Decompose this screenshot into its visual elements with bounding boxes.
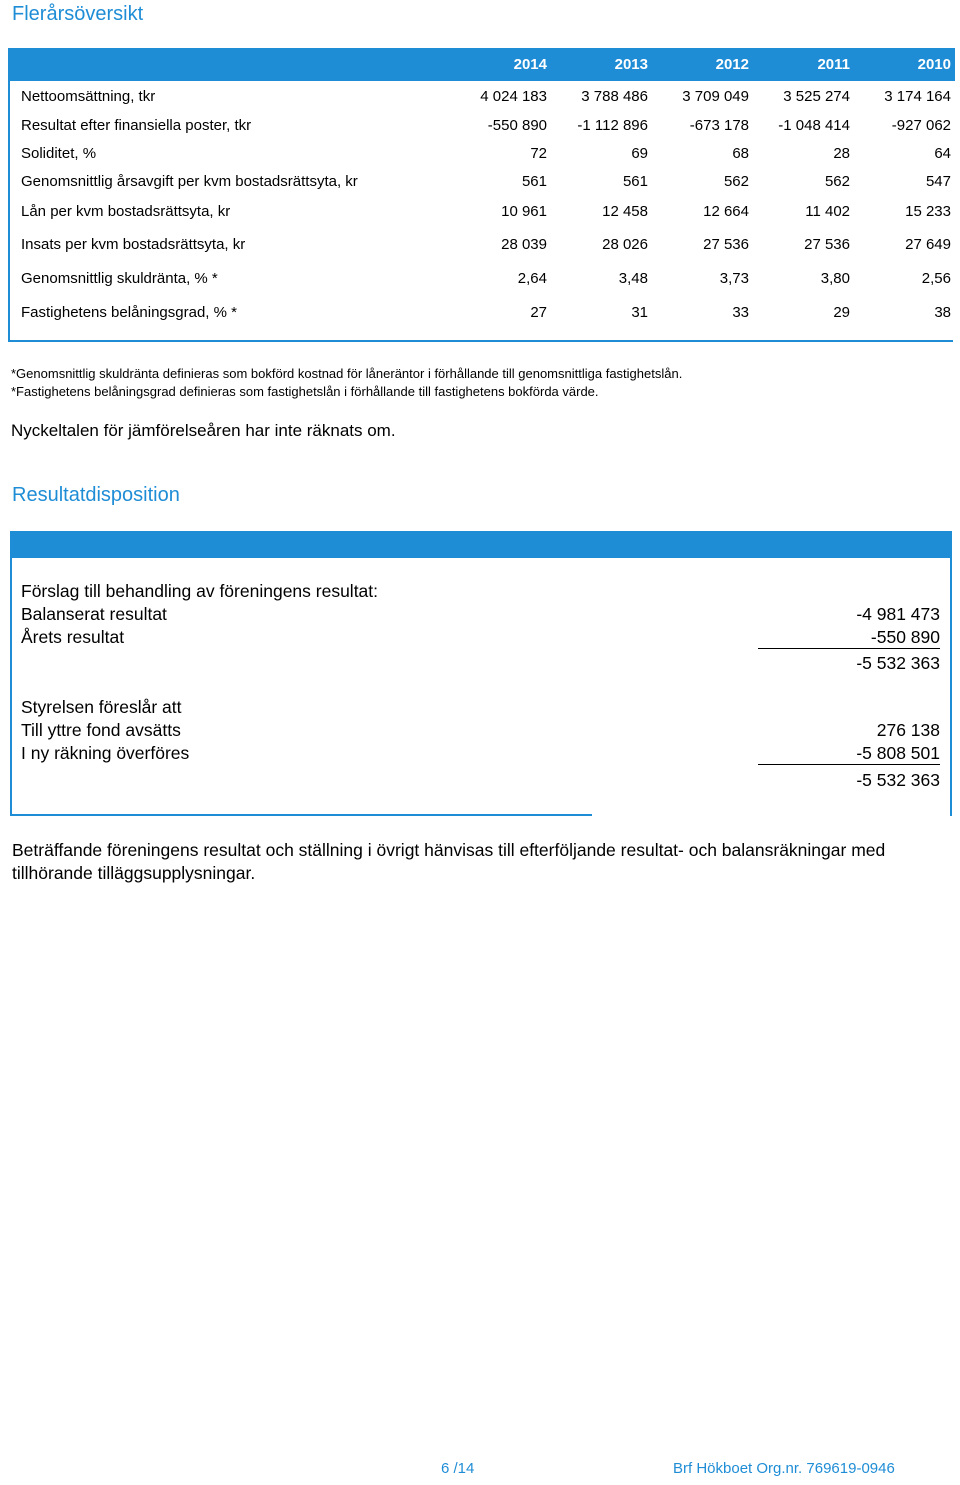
row-label: Genomsnittlig årsavgift per kvm bostadsrättsyta, kr [21,173,358,190]
table-row [10,85,955,111]
year-header: 2011 [817,56,850,73]
comparison-note: Nyckeltalen för jämförelseåren har inte räknats om. [11,421,396,440]
cell-value: 3,73 [719,270,749,287]
cell-value: -550 890 [487,117,547,134]
cell-value: 27 649 [905,236,951,253]
sum-line [758,764,940,765]
cell-value: 2,56 [921,270,951,287]
section-title-flerarsoversikt: Flerårsöversikt [12,3,144,25]
cell-value: 68 [732,145,749,162]
cell-value: -673 178 [689,117,749,134]
key-figures-table [8,48,953,342]
footnote-loan-ratio: *Fastighetens belåningsgrad definieras som fastighetslån i förhållande till fastighetens bokförda värde. [11,384,599,399]
row-label: Lån per kvm bostadsrättsyta, kr [21,203,231,220]
fund-label: Till yttre fond avsätts [21,720,181,740]
cell-value: 561 [521,173,547,190]
cell-value: -927 062 [891,117,951,134]
sum-value: -5 532 363 [856,653,940,673]
cell-value: 3 788 486 [581,88,648,105]
balanced-result-label: Balanserat resultat [21,604,167,624]
cell-value: 12 458 [602,203,648,220]
section-title-resultatdisposition: Resultatdisposition [12,484,180,506]
year-header: 2013 [614,56,648,73]
cell-value: 547 [925,173,951,190]
table-row [10,142,955,168]
cell-value: 64 [934,145,951,162]
page-number: 6 /14 [441,1460,475,1477]
fund-value: 276 138 [876,720,940,740]
row-label: Soliditet, % [21,145,97,162]
cell-value: 72 [530,145,547,162]
carry-forward-value: -5 808 501 [856,743,940,763]
year-header: 2012 [715,56,749,73]
year-header: 2014 [513,56,547,73]
table-row [10,170,955,196]
row-label: Nettoomsättning, tkr [21,88,156,105]
carry-forward-label: I ny räkning överföres [21,743,190,763]
org-number: Brf Hökboet Org.nr. 769619-0946 [673,1460,895,1477]
cell-value: 562 [824,173,850,190]
year-result-label: Årets resultat [21,627,125,647]
row-label: Genomsnittlig skuldränta, % * [21,270,218,287]
cell-value: 27 536 [804,236,850,253]
cell-value: 3 174 164 [884,88,951,105]
cell-value: 562 [723,173,749,190]
closing-paragraph: Beträffande föreningens resultat och ställning i övrigt hänvisas till efterföljande resultat- och balansräkningar med tillhörande tilläggsupplysningar. [12,840,886,883]
cell-value: 561 [622,173,648,190]
table-header [10,48,955,81]
row-label: Insats per kvm bostadsrättsyta, kr [21,236,246,253]
table-row [10,301,955,327]
box-border-bottom [10,814,592,816]
cell-value: 38 [934,304,951,321]
year-header: 2010 [917,56,951,73]
sum-value: -5 532 363 [856,770,940,790]
cell-value: 15 233 [905,203,951,220]
result-disposition-box [10,531,952,816]
board-proposal-label: Styrelsen föreslår att [21,697,182,717]
box-border-right [950,558,952,816]
proposal-intro: Förslag till behandling av föreningens resultat: [21,581,379,601]
cell-value: 69 [631,145,648,162]
cell-value: 3,48 [618,270,648,287]
sum-line [758,648,940,649]
year-result-value: -550 890 [870,627,940,647]
table-row [10,200,955,226]
cell-value: 2,64 [517,270,547,287]
balanced-result-value: -4 981 473 [856,604,940,624]
cell-value: 12 664 [703,203,749,220]
cell-value: 28 [833,145,850,162]
cell-value: 3 525 274 [783,88,850,105]
cell-value: -1 048 414 [778,117,850,134]
row-label: Resultat efter finansiella poster, tkr [21,117,252,134]
cell-value: 10 961 [501,203,547,220]
box-header [10,531,952,558]
cell-value: 28 039 [501,236,547,253]
cell-value: 3,80 [820,270,850,287]
table-row [10,233,955,259]
cell-value: 33 [732,304,749,321]
cell-value: -1 112 896 [577,117,648,134]
box-border-left [10,558,12,816]
table-row [10,267,955,293]
cell-value: 4 024 183 [480,88,547,105]
cell-value: 27 536 [703,236,749,253]
table-row [10,114,955,140]
cell-value: 28 026 [602,236,648,253]
cell-value: 31 [631,304,648,321]
cell-value: 11 402 [805,203,850,220]
cell-value: 3 709 049 [682,88,749,105]
row-label: Fastighetens belåningsgrad, % * [21,304,237,321]
footnote-interest: *Genomsnittlig skuldränta definieras som bokförd kostnad för låneräntor i förhållande till genomsnittliga fastighetslån. [11,366,683,381]
cell-value: 29 [833,304,850,321]
cell-value: 27 [530,304,547,321]
